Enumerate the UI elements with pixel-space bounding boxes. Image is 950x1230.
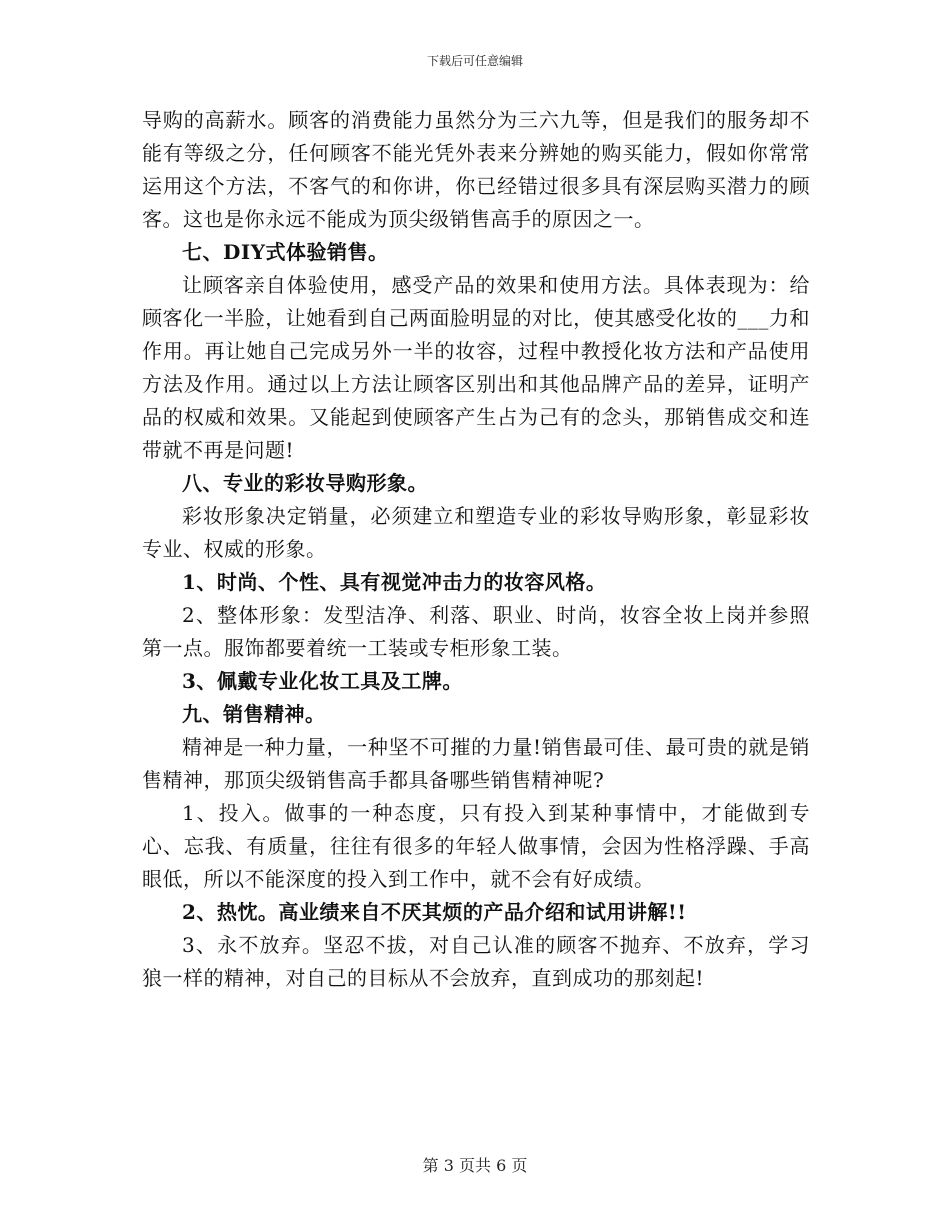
list-item-overall: 2、整体形象：发型洁净、利落、职业、时尚，妆容全妆上岗并参照第一点。服饰都要着统一工装或专柜形象工装。: [142, 603, 810, 660]
list-item-dedication: 1、投入。做事的一种态度，只有投入到某种事情中，才能做到专心、忘我、有质量，往往有很多的年轻人做事情，会因为性格浮躁、手高眼低，所以不能深度的投入到工作中，就不会有好成绩。: [142, 801, 810, 891]
list-item-style: 1、时尚、个性、具有视觉冲击力的妆容风格。: [182, 570, 607, 594]
paragraph-image-body: 彩妆形象决定销量，必须建立和塑造专业的彩妆导购形象，彰显彩妆专业、权威的形象。: [142, 504, 810, 561]
list-item-perseverance: 3、永不放弃。坚忍不拔，对自己认准的顾客不抛弃、不放弃，学习狼一样的精神，对自己的目标从不会放弃，直到成功的那刻起!: [142, 933, 810, 990]
page-number: 第 3 页共 6 页: [422, 1156, 528, 1175]
page-header: 下载后可任意编辑: [426, 54, 523, 68]
list-item-enthusiasm: 2、热忱。高业绩来自不厌其烦的产品介绍和试用讲解!!: [182, 900, 687, 924]
section-heading-spirit: 九、销售精神。: [182, 702, 326, 726]
paragraph-spirit-body: 精神是一种力量，一种坚不可摧的力量!销售最可佳、最可贵的就是销售精神，那顶尖级销售高手都具备哪些销售精神呢?: [142, 735, 810, 792]
document-body: [142, 104, 810, 995]
paragraph-continuation: 导购的高薪水。顾客的消费能力虽然分为三六九等，但是我们的服务却不能有等级之分，任何顾客不能光凭外表来分辨她的购买能力，假如你常常运用这个方法，不客气的和你讲，你已经错过很多具有深层购买潜力的顾客。这也是你永远不能成为顶尖级销售高手的原因之一。: [142, 108, 810, 231]
section-heading-image: 八、专业的彩妆导购形象。: [182, 471, 428, 495]
paragraph-diy-body: 让顾客亲自体验使用，感受产品的效果和使用方法。具体表现为：给顾客化一半脸，让她看到自己两面脸明显的对比，使其感受化妆的___力和作用。再让她自己完成另外一半的妆容，过程中教授化妆方法和产品使用方法及作用。通过以上方法让顾客区别出和其他品牌产品的差异，证明产品的权威和效果。又能起到使顾客产生占为己有的念头，那销售成交和连带就不再是问题!: [142, 273, 810, 462]
list-item-tools: 3、佩戴专业化妆工具及工牌。: [182, 669, 463, 693]
section-heading-diy: 七、DIY式体验销售。: [182, 240, 389, 264]
